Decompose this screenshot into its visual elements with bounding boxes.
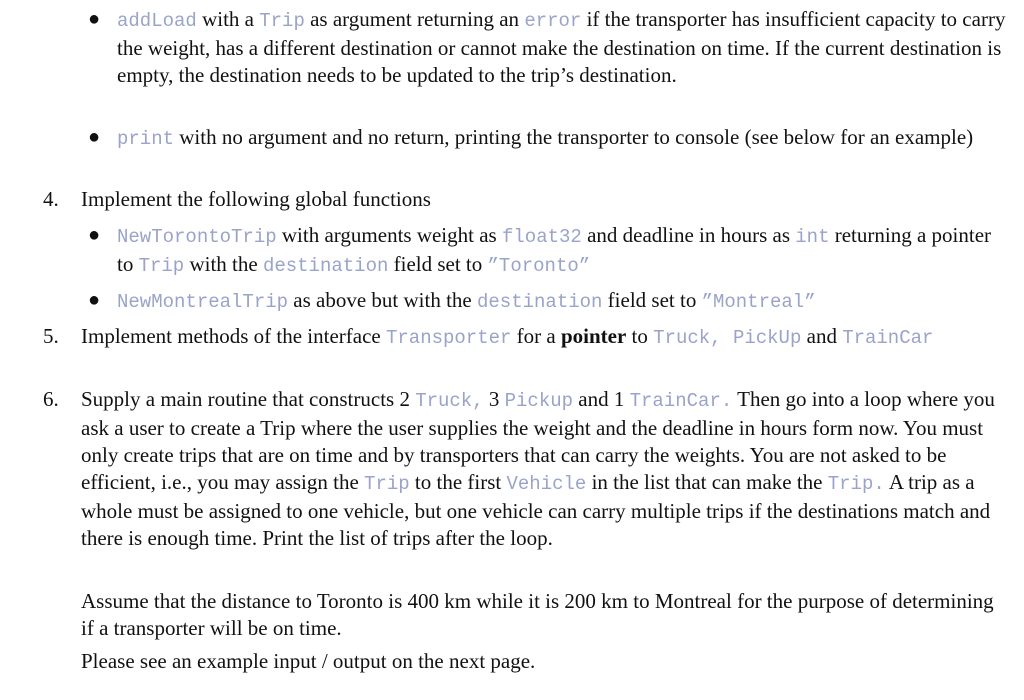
item-5-text: Implement methods of the interface Transporter for a pointer to Truck, PickUp and TrainCar <box>81 324 934 349</box>
code-addload: addLoad <box>117 10 197 32</box>
code-montreal-string: ”Montreal” <box>701 291 816 313</box>
bullet-dot: ● <box>88 126 101 148</box>
code-newtorontotrip: NewTorontoTrip <box>117 226 277 248</box>
code-error: error <box>524 10 582 32</box>
bullet-dot: ● <box>88 8 101 30</box>
code-int: int <box>795 226 830 248</box>
item-6-text: Supply a main routine that constructs 2 Truck, 3 Pickup and 1 TrainCar. Then go into a loop where you ask a user to create a Trip where the user supplies the weight and the deadline in hours form now. You must only create trips that are on time and by transporters that can carry the weights. You are not asked to be efficient, i.e., you may assign the Trip to the first Vehicle in the list that can make the Trip. A trip as a whole must be assigned to one vehicle, but one vehicle can carry multiple trips if the destinations match and there is enough time. Print the list of trips after the loop. <box>81 387 995 550</box>
item-6-next-page-note: Please see an example input / output on the next page. <box>81 649 536 673</box>
bold-pointer: pointer <box>560 324 627 348</box>
item-6-distance-paragraph: Assume that the distance to Toronto is 400 km while it is 200 km to Montreal for the purpose of determining if a transporter will be on time. <box>81 589 994 640</box>
code-trip: Trip. <box>827 473 885 495</box>
code-transporter: Transporter <box>385 327 512 349</box>
code-pickup: Pickup <box>504 390 574 412</box>
code-float32: float32 <box>501 226 582 248</box>
code-newmontrealtrip: NewMontrealTrip <box>117 291 289 313</box>
code-trip: Trip <box>259 10 305 32</box>
bullet-print-text: print with no argument and no return, printing the transporter to console (see below for an example) <box>117 125 974 150</box>
code-truck-pickup: Truck, PickUp <box>653 327 802 349</box>
code-traincar: TrainCar <box>842 327 934 349</box>
code-traincar: TrainCar. <box>629 390 733 412</box>
code-trip: Trip <box>364 473 410 495</box>
code-truck: Truck, <box>415 390 484 412</box>
code-print: print <box>117 128 175 150</box>
code-vehicle: Vehicle <box>506 473 587 495</box>
item-number: 4. <box>43 187 59 211</box>
code-destination: destination <box>477 291 603 313</box>
bullet-addload-text: addLoad with a Trip as argument returning an error if the transporter has insufficient capacity to carry the weight, has a different destination or cannot make the destination on time. If the current destination is empty, the destination needs to be updated to the trip’s destination. <box>117 7 1006 87</box>
bullet-toronto-text: NewTorontoTrip with arguments weight as float32 and deadline in hours as int returning a pointer to Trip with the destination field set to ”Toronto” <box>117 223 992 277</box>
item-number: 5. <box>43 324 59 348</box>
bullet-dot: ● <box>88 289 101 311</box>
code-destination: destination <box>262 255 389 277</box>
item-number: 6. <box>43 387 59 411</box>
code-trip: Trip <box>138 255 185 277</box>
bullet-montreal-text: NewMontrealTrip as above but with the destination field set to ”Montreal” <box>117 288 816 313</box>
item-4-text: Implement the following global functions <box>81 187 431 211</box>
bullet-dot: ● <box>88 224 101 246</box>
code-toronto-string: ”Toronto” <box>487 255 591 277</box>
